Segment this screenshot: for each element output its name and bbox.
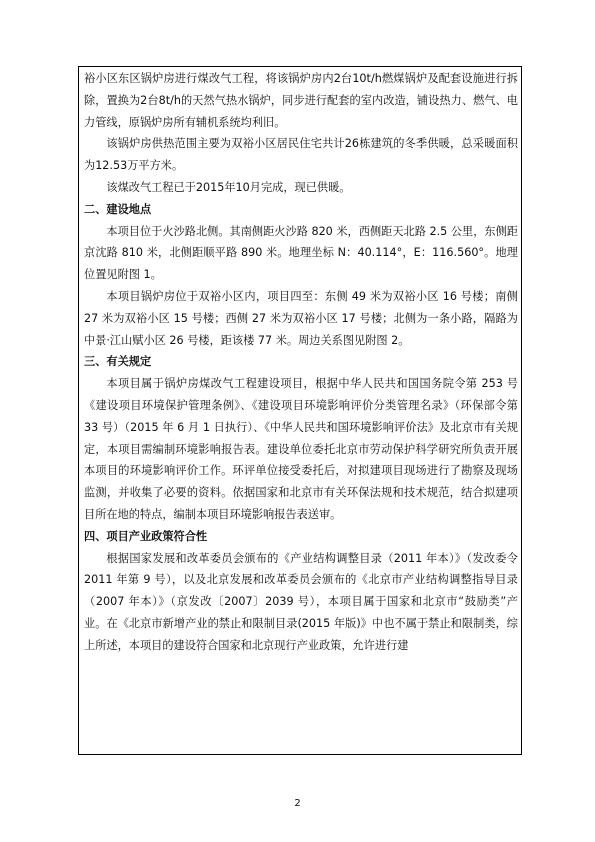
paragraph-completion: 该煤改气工程已于2015年10月完成，现已供暖。: [106, 180, 351, 194]
section-heading-location: 二、建设地点: [84, 202, 152, 216]
paragraph-regulations: 本项目属于锅炉房煤改气工程建设项目，根据中华人民共和国国务院令第 253 号《建设项目环境保护管理条例》、《建设项目环境影响评价分类管理名录》（环保部令第 33 号）（2015 年 6 月 1 日执行）、《中华人民共和国环境影响评价法》及北京市有关规定，本项目需编制环境影响报告表。建设单位委托北京市劳动保护科学研究所负责开展本项目的环境影响评价工作。环评单位接受委托后，对拟建项目现场进行了勘察及现场监测，并收集了必要的资料。依据国家和北京市有关环保法规和技术规范，结合拟建项目所在地的特点，编制本项目环境影响报告表送审。: [84, 377, 518, 521]
document-body: [84, 68, 518, 657]
section-heading-regulations: 三、有关规定: [84, 355, 152, 369]
page-number: 2: [294, 798, 301, 809]
paragraph-heating-scope: 该锅炉房供热范围主要为双裕小区居民住宅共计26栋建筑的冬季供暖，总采暖面积为12.53万平方米。: [84, 137, 518, 173]
section-heading-industry-policy: 四、项目产业政策符合性: [84, 529, 208, 543]
paragraph-location: 本项目位于火沙路北侧。其南侧距火沙路 820 米，西侧距天北路 2.5 公里，东侧距京沈路 810 米，北侧距顺平路 890 米。地理坐标 N：40.114°，E：116.560°。地理位置见附图 1。: [84, 224, 518, 282]
paragraph-boiler-renovation: 裕小区东区锅炉房进行煤改气工程，将该锅炉房内2台10t/h燃煤锅炉及配套设施进行拆除，置换为2台8t/h的天然气热水锅炉，同步进行配套的室内改造，铺设热力、燃气、电力管线，原锅炉房所有辅机系统均利旧。: [84, 72, 518, 129]
paragraph-industry-policy: 根据国家发展和改革委员会颁布的《产业结构调整目录（2011 年本）》（发改委令 2011 年第 9 号），以及北京发展和改革委员会颁布的《北京市产业结构调整指导目录（2007 年本）》（京发改〔2007〕2039 号），本项目属于国家和北京市“鼓励类”产业。在《北京市新增产业的禁止和限制目录(2015 年版)》中也不属于禁止和限制类，综上所述，本项目的建设符合国家和北京现行产业政策，允许进行建: [84, 551, 518, 652]
paragraph-surroundings: 本项目锅炉房位于双裕小区内，项目四至：东侧 49 米为双裕小区 16 号楼；南侧 27 米为双裕小区 15 号楼；西侧 27 米为双裕小区 17 号楼；北侧为一条小路，隔路为中景·江山赋小区 26 号楼，距该楼 77 米。周边关系图见附图 2。: [84, 289, 518, 347]
